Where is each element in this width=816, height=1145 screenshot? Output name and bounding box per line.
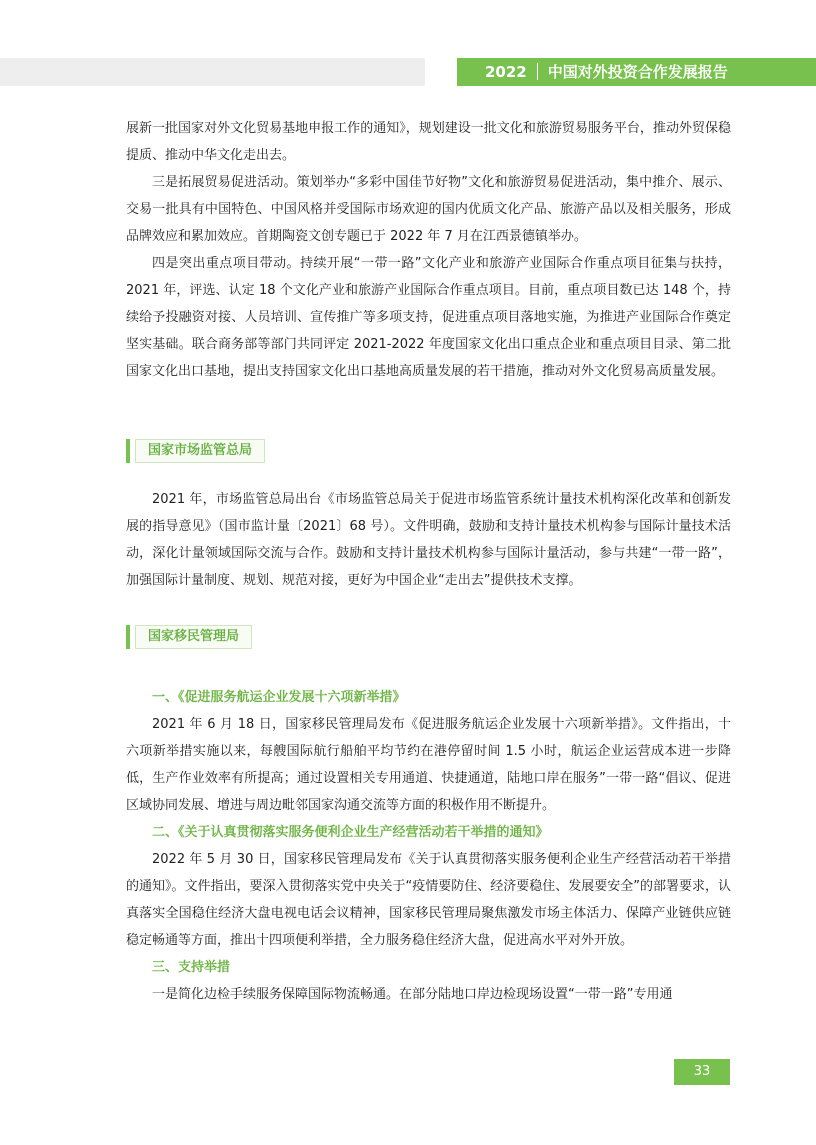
section-tag-label: 国家移民管理局	[135, 625, 252, 649]
paragraph: 2022 年 5 月 30 日，国家移民管理局发布《关于认真贯彻落实服务便利企业生产经营活动若干举措的通知》。文件指出，要深入贯彻落实党中央关于“疫情要防住、经济要稳住、发展要安全”的部署要求，认真落实全国稳住经济大盘电视电话会议精神，国家移民管理局聚焦激发市场主体活力、保障产业链供应链稳定畅通等方面，推出十四项便利举措，全力服务稳住经济大盘，促进高水平对外开放。	[126, 852, 731, 948]
header-title: 中国对外投资合作发展报告	[547, 63, 728, 81]
paragraph: 展新一批国家对外文化贸易基地申报工作的通知》，规划建设一批文化和旅游贸易服务平台，推动外贸保稳提质、推动中华文化走出去。	[126, 121, 731, 163]
paragraph: 三是拓展贸易促进活动。策划举办“多彩中国佳节好物”文化和旅游贸易促进活动，集中推介、展示、交易一批具有中国特色、中国风格并受国际市场欢迎的国内优质文化产品、旅游产品以及相关服务，形成品牌效应和累加效应。首期陶瓷文创专题已于 2022 年 7 月在江西景德镇举办。	[126, 175, 731, 244]
paragraph: 四是突出重点项目带动。持续开展“一带一路”文化产业和旅游产业国际合作重点项目征集与扶持，2021 年，评选、认定 18 个文化产业和旅游产业国际合作重点项目。目前，重点项目数已达 148 个，持续给予投融资对接、人员培训、宣传推广等多项支持，促进重点项目落地实施，为推进产业国际合作奠定坚实基础。联合商务部等部门共同评定 2021-2022 年度国家文化出口重点企业和重点项目目录、第二批国家文化出口基地，提出支持国家文化出口基地高质量发展的若干措施，推动对外文化贸易高质量发展。	[126, 256, 731, 379]
section-tag-label: 国家市场监管总局	[135, 439, 265, 463]
report-header	[457, 58, 816, 86]
page-number: 33	[674, 1059, 730, 1085]
subheading: 一、《促进服务航运企业发展十六项新举措》	[152, 690, 406, 705]
subheading: 三、支持举措	[152, 960, 231, 975]
body-block-culture	[126, 115, 731, 385]
subheading: 二、《关于认真贯彻落实服务便利企业生产经营活动若干举措的通知》	[152, 825, 549, 840]
header-separator	[537, 63, 538, 80]
header-year: 2022	[485, 63, 527, 81]
header-gray-band	[0, 58, 425, 86]
body-block-samr	[126, 486, 731, 594]
body-block-nia	[126, 684, 731, 1008]
section-tag-bar	[126, 439, 130, 463]
paragraph: 2021 年，市场监管总局出台《市场监管总局关于促进市场监管系统计量技术机构深化改革和创新发展的指导意见》（国市监计量〔2021〕68 号）。文件明确，鼓励和支持计量技术机构参与国际计量技术活动，深化计量领域国际交流与合作。鼓励和支持计量技术机构参与国际计量活动，参与共建“一带一路”，加强国际计量制度、规划、规范对接，更好为中国企业“走出去”提供技术支撑。	[126, 492, 731, 588]
paragraph: 2021 年 6 月 18 日，国家移民管理局发布《促进服务航运企业发展十六项新举措》。文件指出，十六项新举措实施以来，每艘国际航行船舶平均节约在港停留时间 1.5 小时，航运企业运营成本进一步降低，生产作业效率有所提高；通过设置相关专用通道、快捷通道，陆地口岸在服务”一带一路“倡议、促进区域协同发展、增进与周边毗邻国家沟通交流等方面的积极作用不断提升。	[126, 717, 731, 813]
paragraph: 一是简化边检手续服务保障国际物流畅通。在部分陆地口岸边检现场设置“一带一路”专用通	[152, 987, 673, 1002]
section-tag-bar	[126, 625, 130, 649]
